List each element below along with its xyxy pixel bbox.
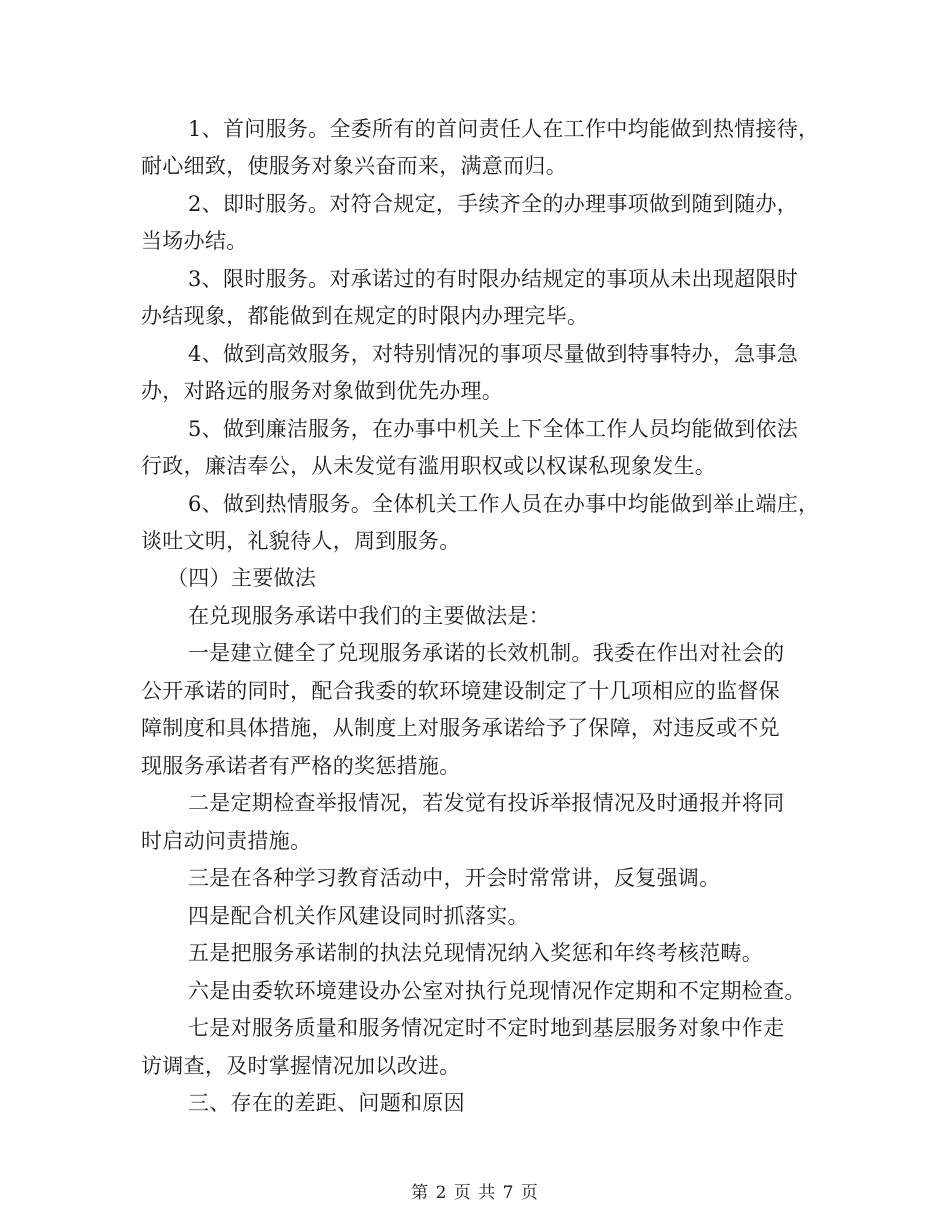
text-line: 2、即时服务。对符合规定，手续齐全的办理事项做到随到随办，	[188, 192, 799, 216]
text-line: 障制度和具体措施，从制度上对服务承诺给予了保障，对违反或不兑	[141, 716, 780, 740]
text-line: 公开承诺的同时，配合我委的软环境建设制定了十几项相应的监督保	[141, 679, 780, 703]
text-line: 一是建立健全了兑现服务承诺的长效机制。我委在作出对社会的	[188, 641, 785, 665]
text-line: 3、限时服务。对承诺过的有时限办结规定的事项从未出现超限时	[188, 267, 799, 291]
text-line: 当场办结。	[141, 229, 248, 253]
text-line: 谈吐文明，礼貌待人，周到服务。	[141, 529, 461, 553]
text-line: 六是由委软环境建设办公室对执行兑现情况作定期和不定期检查。	[188, 979, 806, 1003]
text-line: 在兑现服务承诺中我们的主要做法是：	[188, 604, 551, 628]
text-line: 现服务承诺者有严格的奖惩措施。	[141, 754, 461, 778]
page-number: 第 2 页 共 7 页	[411, 1183, 539, 1203]
text-line: 4、做到高效服务，对特别情况的事项尽量做到特事特办，急事急	[188, 342, 799, 366]
text-line: 四是配合机关作风建设同时抓落实。	[188, 904, 529, 928]
text-line: 访调查，及时掌握情况加以改进。	[141, 1054, 461, 1078]
text-line: 办，对路远的服务对象做到优先办理。	[141, 379, 504, 403]
section-heading: 三、存在的差距、问题和原因	[188, 1091, 465, 1115]
text-line: 1、首问服务。全委所有的首问责任人在工作中均能做到热情接待，	[188, 117, 820, 141]
text-line: 时启动问责措施。	[141, 829, 312, 853]
text-line: 6、做到热情服务。全体机关工作人员在办事中均能做到举止端庄，	[188, 492, 820, 516]
text-line: 5、做到廉洁服务，在办事中机关上下全体工作人员均能做到依法	[188, 417, 799, 441]
text-line: 三是在各种学习教育活动中，开会时常常讲，反复强调。	[188, 866, 721, 890]
text-line: 行政，廉洁奉公，从未发觉有滥用职权或以权谋私现象发生。	[141, 454, 717, 478]
text-line: 五是把服务承诺制的执法兑现情况纳入奖惩和年终考核范畴。	[188, 941, 764, 965]
text-line: 二是定期检查举报情况，若发觉有投诉举报情况及时通报并将同	[188, 791, 785, 815]
section-heading: （四）主要做法	[167, 566, 317, 590]
text-line: 耐心细致，使服务对象兴奋而来，满意而归。	[141, 154, 567, 178]
text-line: 办结现象，都能做到在规定的时限内办理完毕。	[141, 304, 589, 328]
text-line: 七是对服务质量和服务情况定时不定时地到基层服务对象中作走	[188, 1016, 785, 1040]
